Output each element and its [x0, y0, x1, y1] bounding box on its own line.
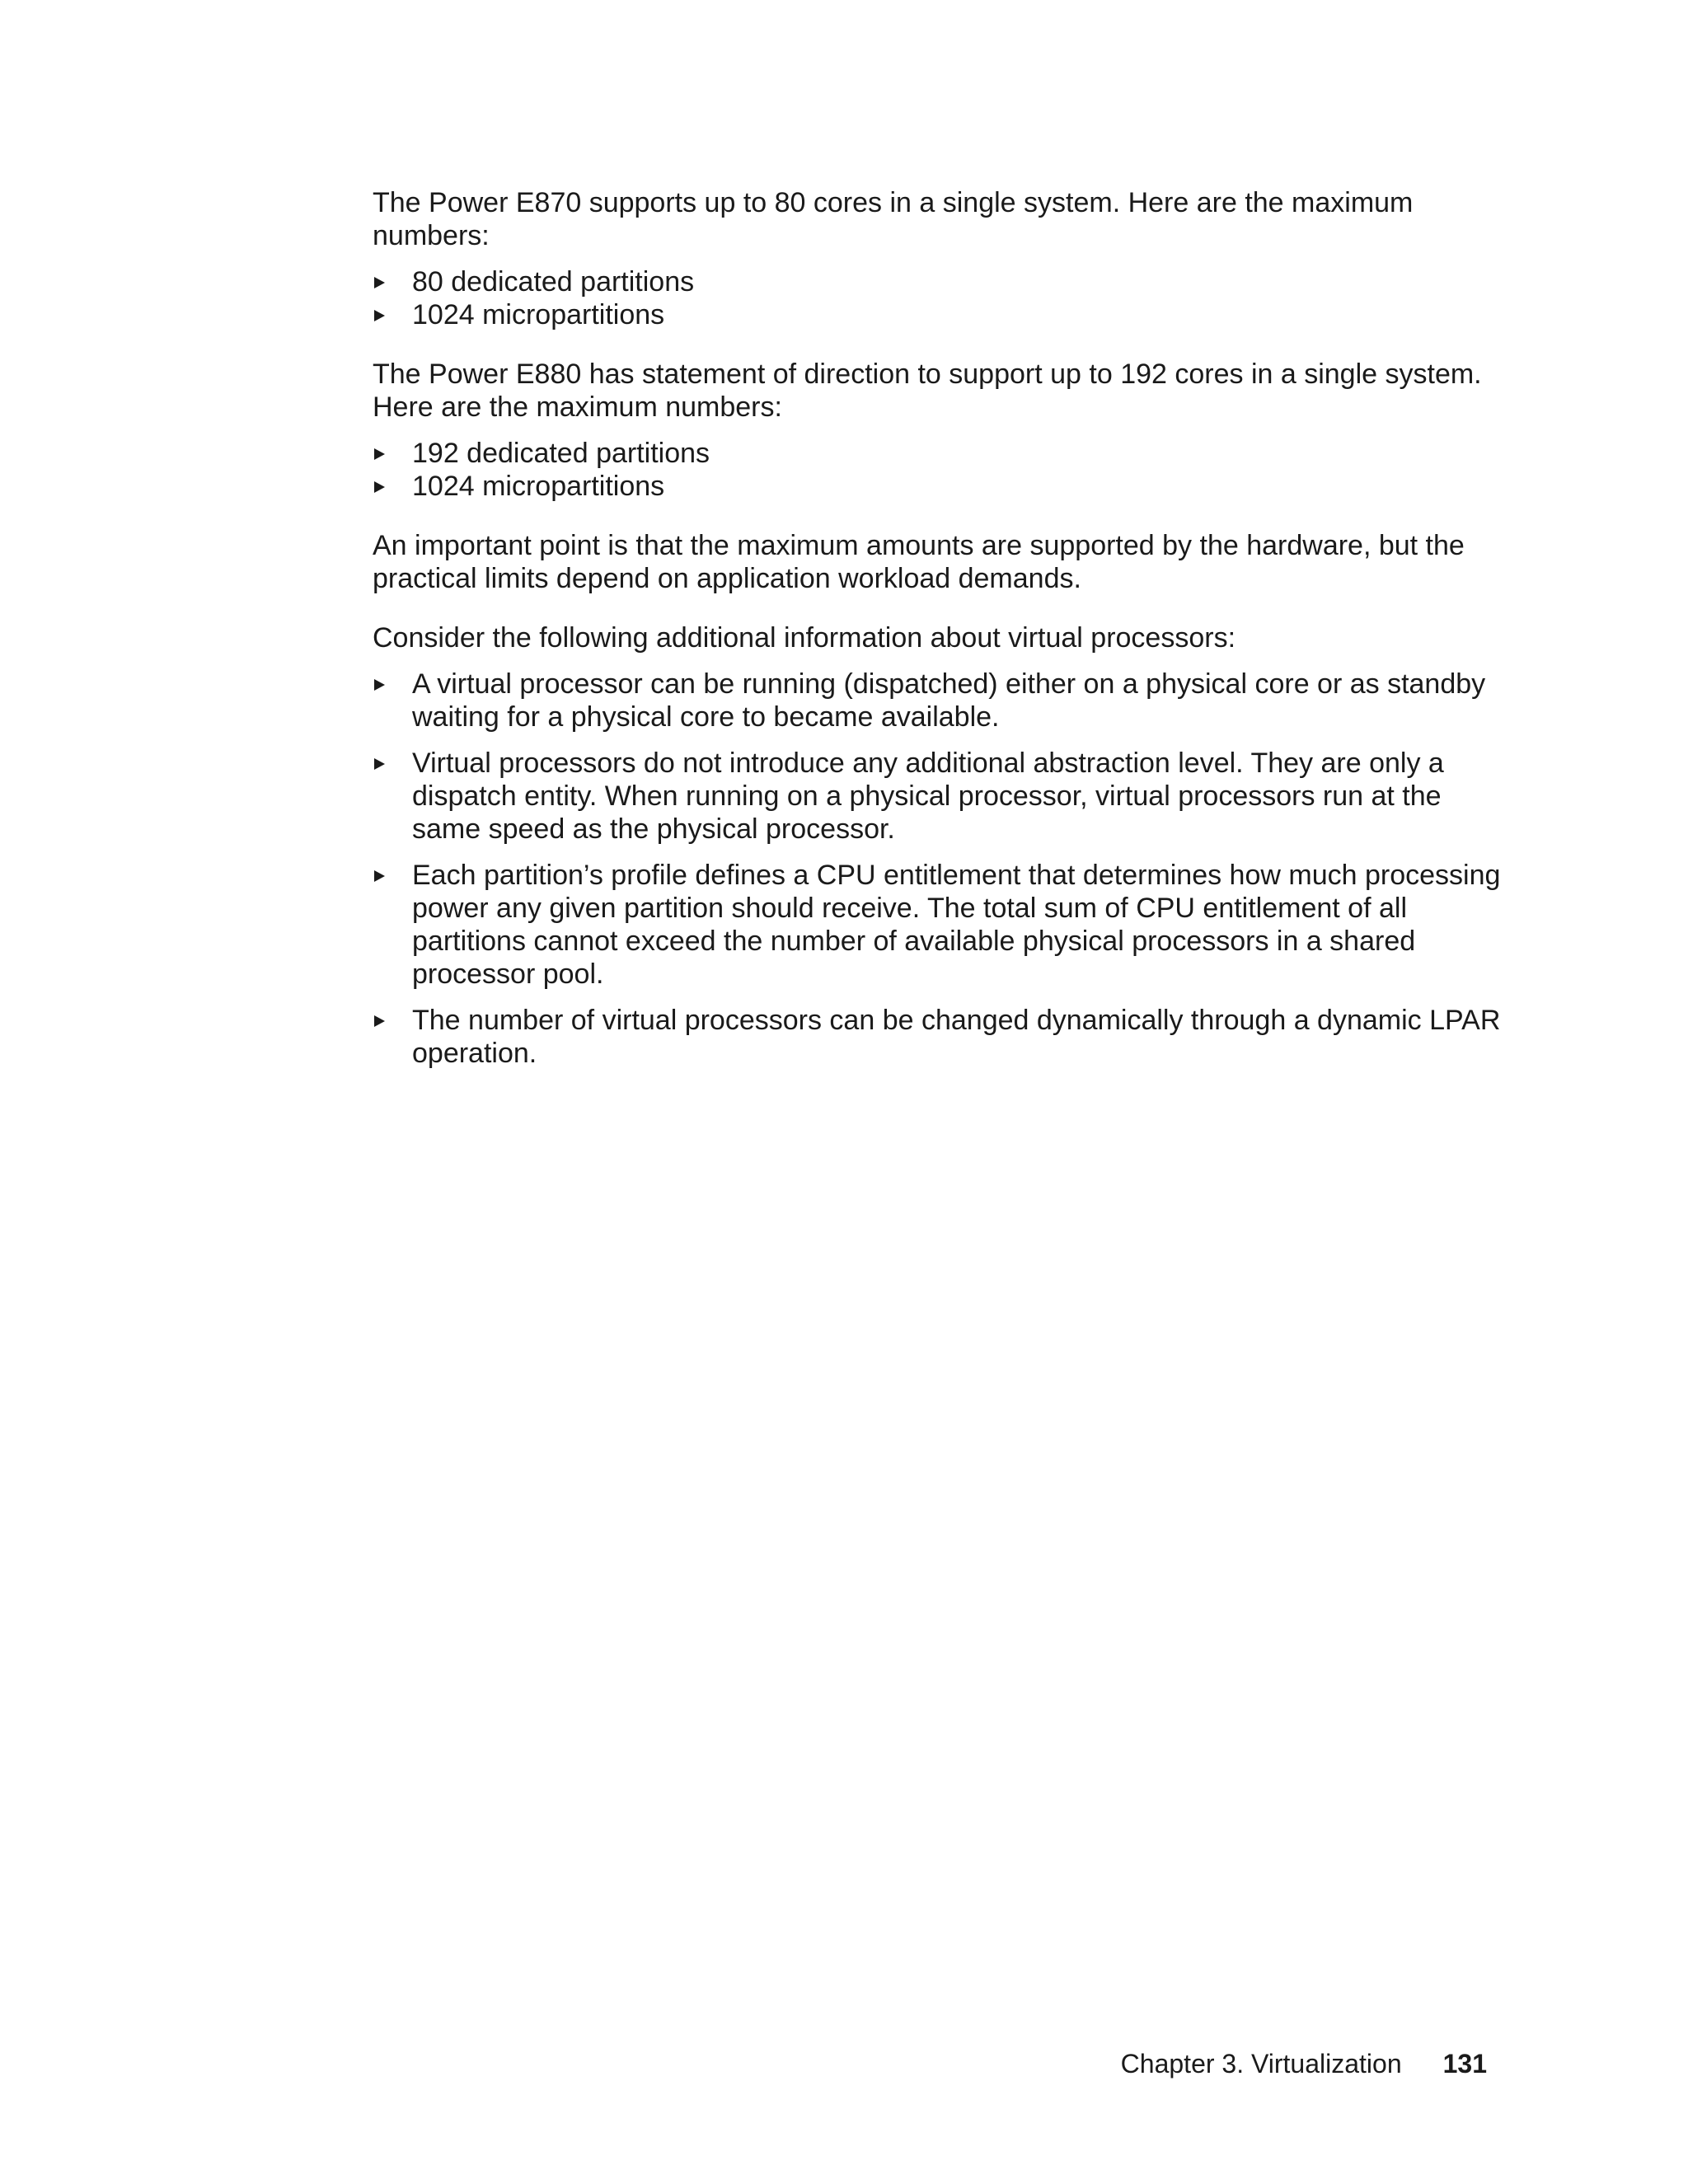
list-item: 80 dedicated partitions	[373, 265, 1502, 298]
list-e870-maximums	[373, 265, 1502, 331]
paragraph-virtual-processors-intro: Consider the following additional information about virtual processors:	[373, 622, 1236, 654]
bullet-arrow-icon	[374, 679, 385, 691]
bullet-arrow-icon	[374, 758, 385, 770]
list-item: A virtual processor can be running (dispatched) either on a physical core or as standby waiting for a physical core to became available.	[373, 668, 1502, 733]
list-item: Virtual processors do not introduce any additional abstraction level. They are only a dispatch entity. When running on a physical processor, virtual processors run at the same speed as the physical processor.	[373, 747, 1502, 846]
list-e880-maximums	[373, 437, 1502, 503]
list-item: 192 dedicated partitions	[373, 437, 1502, 470]
bullet-arrow-icon	[374, 277, 385, 288]
paragraph-practical-limits: An important point is that the maximum amounts are supported by the hardware, but the practical limits depend on application workload demands.	[373, 530, 1465, 594]
list-virtual-processor-info	[373, 668, 1502, 1070]
page-body	[373, 186, 1502, 1083]
bullet-arrow-icon	[374, 1015, 385, 1027]
list-item: 1024 micropartitions	[373, 470, 1502, 503]
list-item: The number of virtual processors can be changed dynamically through a dynamic LPAR operation.	[373, 1004, 1502, 1070]
chapter-title: Chapter 3. Virtualization	[1120, 2049, 1402, 2079]
list-item: 1024 micropartitions	[373, 298, 1502, 331]
page-number: 131	[1442, 2049, 1487, 2079]
bullet-arrow-icon	[374, 481, 385, 493]
page-footer	[1121, 2047, 1487, 2080]
list-item: Each partition’s profile defines a CPU entitlement that determines how much processing power any given partition should receive. The total sum of CPU entitlement of all partitions cannot exceed the number of available physical processors in a shared processor pool.	[373, 859, 1502, 991]
bullet-arrow-icon	[374, 310, 385, 321]
bullet-arrow-icon	[374, 448, 385, 460]
paragraph-e880: The Power E880 has statement of direction to support up to 192 cores in a single system. Here are the maximum numbers:	[373, 359, 1482, 423]
paragraph-e870: The Power E870 supports up to 80 cores in a single system. Here are the maximum numbers:	[373, 187, 1414, 251]
bullet-arrow-icon	[374, 870, 385, 882]
